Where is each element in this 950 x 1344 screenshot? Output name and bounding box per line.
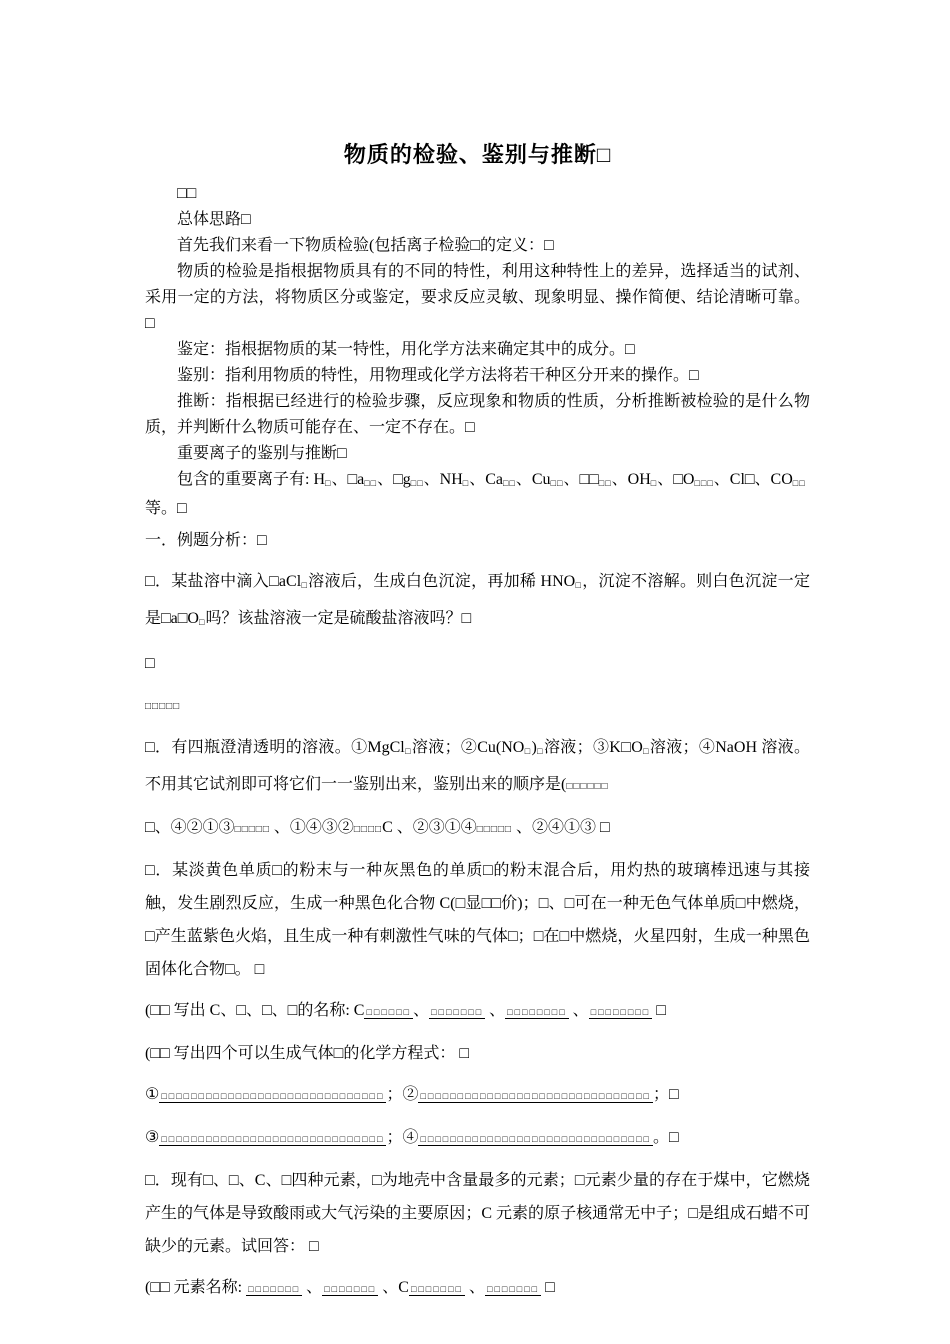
text-run: □ (642, 746, 650, 756)
answer-blank: □□□□□□□□ (507, 1007, 567, 1017)
paragraph (145, 441, 810, 467)
text-run: □ (650, 478, 658, 488)
text-run: 、②④①③ □ (511, 819, 610, 836)
paragraph (145, 994, 810, 1029)
text-run: □ (575, 580, 583, 590)
text-run: □．有四瓶澄清透明的溶液。①MgCl (145, 739, 405, 756)
text-run: 溶液；③K□O (543, 739, 643, 756)
text-run: 物质的检验是指根据物质具有的不同的特性，利用这种特性上的差异，选择适当的试剂、采用一定的方法，将物质区分或鉴定，要求反应灵敏、现象明显、操作简便、结论清晰可靠。□ (145, 263, 810, 332)
text-run: □□ (364, 478, 378, 488)
text-run: □ (325, 478, 332, 488)
paragraph (145, 1164, 810, 1263)
text-run: □□ (792, 478, 806, 488)
paragraph (145, 467, 810, 522)
text-run: 、□□ (563, 471, 599, 488)
text-run: 推断：指根据已经进行的检验步骤，反应现象和物质的性质，分析推断被检验的是什么物质，并判断什么物质可能存在、一定不存在。□ (145, 393, 810, 436)
text-run: 吗？该盐溶液一定是硫酸盐溶液吗？□ (205, 610, 472, 627)
answer-blank: □□□□□□□ (324, 1284, 377, 1294)
text-run: □、④②①③ (145, 819, 235, 836)
text-run: ；□ (652, 1086, 679, 1103)
text-run: ，沉淀不溶解。则白色沉淀一定是□a□O (145, 573, 810, 627)
text-run: 、Cl□、CO (713, 471, 793, 488)
text-run: □□□□□□ (566, 781, 609, 792)
paragraph (145, 389, 810, 441)
text-run: □□□□□ (476, 824, 512, 835)
text-run: 、Cu (515, 471, 551, 488)
paragraph (145, 731, 810, 803)
text-run: □ (199, 617, 206, 627)
text-run: □□ (410, 478, 424, 488)
text-run: ；④ (386, 1129, 419, 1146)
paragraph (145, 207, 810, 233)
text-run: □ (524, 746, 532, 756)
text-run: ) (531, 739, 537, 756)
paragraph (145, 181, 810, 207)
answer-blank: □□□□□□□□□□□□□□□□□□□□□□□□□□□□□□□ (420, 1134, 651, 1144)
paragraph (145, 565, 810, 639)
text-run: □ (536, 746, 544, 756)
text-run: □ (301, 580, 309, 590)
text-run: 鉴定：指根据物质的某一特性，用化学方法来确定其中的成分。□ (177, 341, 635, 358)
paragraph (145, 647, 810, 680)
text-run: 溶液；④NaOH 溶液。不用其它试剂即可将它们一一鉴别出来，鉴别出来的顺序是( (145, 739, 811, 793)
text-run: □□□□□ (234, 824, 270, 835)
text-run: 、 (302, 1279, 323, 1296)
text-run: 、NH (423, 471, 463, 488)
paragraph (145, 337, 810, 363)
text-run: 一．例题分析：□ (145, 532, 267, 549)
text-run: □ (462, 478, 470, 488)
paragraph (145, 259, 810, 337)
document-title: 物质的检验、鉴别与推断□ (343, 142, 612, 167)
text-run: □．某淡黄色单质□的粉末与一种灰黑色的单质□的粉末混合后，用灼热的玻璃棒迅速与其接触，发生剧烈反应，生成一种黑色化合物 C(□显□□价)；□、□可在一种无色气体单质□中燃烧，□产生蓝紫色火焰，且生成一种有刺激性气味的气体□；□在□中燃烧，火星四射，生成一种黑色固体化合物□。 □ (145, 862, 810, 978)
text-run: 、Ca (469, 471, 503, 488)
paragraph (145, 688, 810, 723)
text-run: □ (145, 655, 155, 672)
text-run: □．某盐溶中滴入□aCl (145, 573, 302, 590)
text-run: (□□ 写出 C、□、□、□的名称: C (145, 1002, 365, 1019)
text-run: 等。□ (145, 500, 187, 517)
paragraph (145, 1271, 810, 1306)
text-run: □．现有□、□、C、□四种元素，□为地壳中含量最多的元素；□元素少量的存在于煤中，它燃烧产生的气体是导致酸雨或大气污染的主要原因；C 元素的原子核通常无中子；□是组成石蜡不可缺少的元素。试回答： □ (145, 1172, 810, 1255)
text-run: □□ (177, 185, 197, 202)
answer-blank: □□□□□□□□□□□□□□□□□□□□□□□□□□□□□□ (161, 1134, 385, 1144)
text-run: □□ (550, 478, 564, 488)
paragraph (145, 1121, 810, 1156)
text-run: 鉴别：指利用物质的特性，用物理或化学方法将若干种区分开来的操作。□ (177, 367, 699, 384)
paragraph (145, 233, 810, 259)
text-run: 溶液；②Cu(NO (411, 739, 525, 756)
text-run: 、C (378, 1279, 409, 1296)
answer-blank: □□□□□□□ (248, 1284, 301, 1294)
text-run: 首先我们来看一下物质检验(包括离子检验□的定义：□ (177, 237, 554, 254)
text-run: ① (145, 1086, 160, 1103)
text-run: 、□a (331, 471, 365, 488)
answer-blank: □□□□□□□□□□□□□□□□□□□□□□□□□□□□□□□ (420, 1091, 651, 1101)
text-run: 、□O (657, 471, 695, 488)
paragraph (145, 524, 810, 557)
paragraph (145, 811, 810, 846)
text-run: ③ (145, 1129, 160, 1146)
document-body (145, 181, 810, 1306)
text-run: ；② (386, 1086, 419, 1103)
text-run: □□ (503, 478, 516, 488)
answer-blank: □□□□□□□ (431, 1007, 484, 1017)
answer-blank: □□□□□□□ (410, 1284, 463, 1294)
text-run: C 、②③①④ (382, 819, 477, 836)
text-run: (□□ 元素名称: (145, 1279, 247, 1296)
text-run: (□□ 写出四个可以生成气体□的化学方程式： □ (145, 1045, 469, 1062)
text-run: □ (541, 1279, 555, 1296)
answer-blank: □□□□□□□□ (590, 1007, 651, 1017)
text-run: 、□g (377, 471, 411, 488)
text-run: 重要离子的鉴别与推断□ (177, 445, 347, 462)
text-run: □ (652, 1002, 666, 1019)
text-run: 、OH (611, 471, 651, 488)
text-run: 、 (485, 1002, 506, 1019)
text-run: 、①④③② (269, 819, 354, 836)
answer-blank: □□□□□□□□□□□□□□□□□□□□□□□□□□□□□□ (161, 1091, 385, 1101)
text-run: □□□□□ (145, 701, 181, 712)
text-run: 溶液后，生成白色沉淀，再加稀 HNO (308, 573, 576, 590)
text-run: 。□ (652, 1129, 679, 1146)
answer-blank: □□□□□□ (366, 1007, 412, 1017)
text-run: 、 (465, 1279, 486, 1296)
paragraph (145, 1037, 810, 1070)
text-run: □ (404, 746, 412, 756)
text-run: □□□□ (353, 824, 383, 835)
text-run: □□ (598, 478, 612, 488)
text-run: □□□ (694, 478, 714, 488)
text-run: 、 (413, 1002, 430, 1019)
paragraph (145, 854, 810, 986)
paragraph (145, 1078, 810, 1113)
text-run: 、 (568, 1002, 589, 1019)
text-run: 总体思路□ (177, 211, 251, 228)
answer-blank: □□□□□□□ (487, 1284, 540, 1294)
paragraph (145, 363, 810, 389)
text-run: 包含的重要离子有: H (177, 471, 326, 488)
